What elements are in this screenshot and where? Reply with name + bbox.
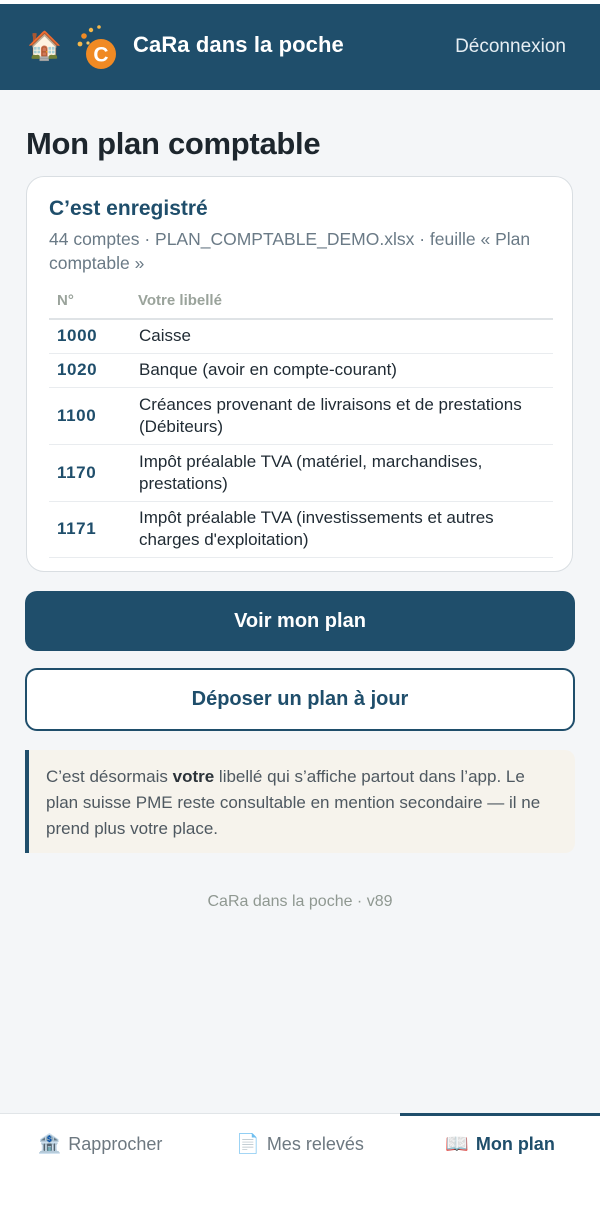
account-number: 1100: [49, 387, 138, 444]
account-number: 1170: [49, 444, 138, 501]
nav-tab-releves[interactable]: [200, 1114, 400, 1174]
nav-tab-label: Rapprocher: [68, 1133, 163, 1154]
home-icon[interactable]: 🏠: [27, 30, 62, 61]
account-label: Impôt préalable TVA (investissements et autres charges d'exploitation): [138, 501, 553, 557]
nav-tab-rapprocher[interactable]: [0, 1114, 200, 1174]
card-title: C’est enregistré: [49, 197, 208, 220]
logout-link[interactable]: Déconnexion: [455, 36, 566, 57]
account-label: Impôt préalable TVA (matériel, marchandises, prestations): [138, 444, 553, 501]
book-icon: 📖: [445, 1134, 469, 1155]
bottom-navigation: [0, 1113, 600, 1222]
import-summary-card: [26, 176, 573, 572]
account-label: Banque (avoir en compte-courant): [138, 353, 553, 387]
column-header-label: Votre libellé: [138, 289, 553, 319]
table-row: [49, 387, 553, 444]
accounts-table: [49, 289, 553, 558]
account-number: 1000: [49, 319, 138, 353]
version-label: CaRa dans la poche · v89: [207, 893, 393, 910]
bank-icon: 🏦: [37, 1134, 62, 1155]
column-header-number: N°: [49, 289, 138, 319]
table-header-row: [49, 289, 553, 319]
table-row: [49, 501, 553, 557]
note-text-end: libellé qui s’affiche partout dans l’app. Le plan suisse PME reste consultable en mention secondaire — il ne prend plus votre place.: [46, 767, 541, 838]
view-plan-button[interactable]: Voir mon plan: [25, 591, 575, 651]
upload-plan-button[interactable]: Déposer un plan à jour: [25, 668, 575, 731]
top-bar: [0, 4, 600, 90]
table-row: [49, 444, 553, 501]
table-row: [49, 319, 553, 353]
table-row: [49, 353, 553, 387]
page-title: Mon plan comptable: [26, 126, 321, 161]
card-subtitle: 44 comptes · PLAN_COMPTABLE_DEMO.xlsx · feuille « Plan comptable »: [49, 229, 531, 273]
document-icon: 📄: [236, 1134, 260, 1155]
info-note: [25, 750, 575, 853]
brand-name: CaRa dans la poche: [133, 32, 344, 57]
brand-logo: [74, 22, 120, 72]
note-text-bold: votre: [172, 767, 215, 786]
app-screen: [0, 4, 600, 1221]
logo-letter: C: [93, 43, 109, 67]
nav-tab-label: Mon plan: [475, 1133, 555, 1154]
nav-tab-mon-plan[interactable]: [400, 1114, 600, 1174]
note-text-start: C’est désormais: [46, 767, 173, 786]
nav-tab-label: Mes relevés: [266, 1133, 364, 1154]
account-number: 1020: [49, 353, 138, 387]
account-label: Créances provenant de livraisons et de prestations (Débiteurs): [138, 387, 553, 444]
account-number: 1171: [49, 501, 138, 557]
account-label: Caisse: [138, 319, 553, 353]
